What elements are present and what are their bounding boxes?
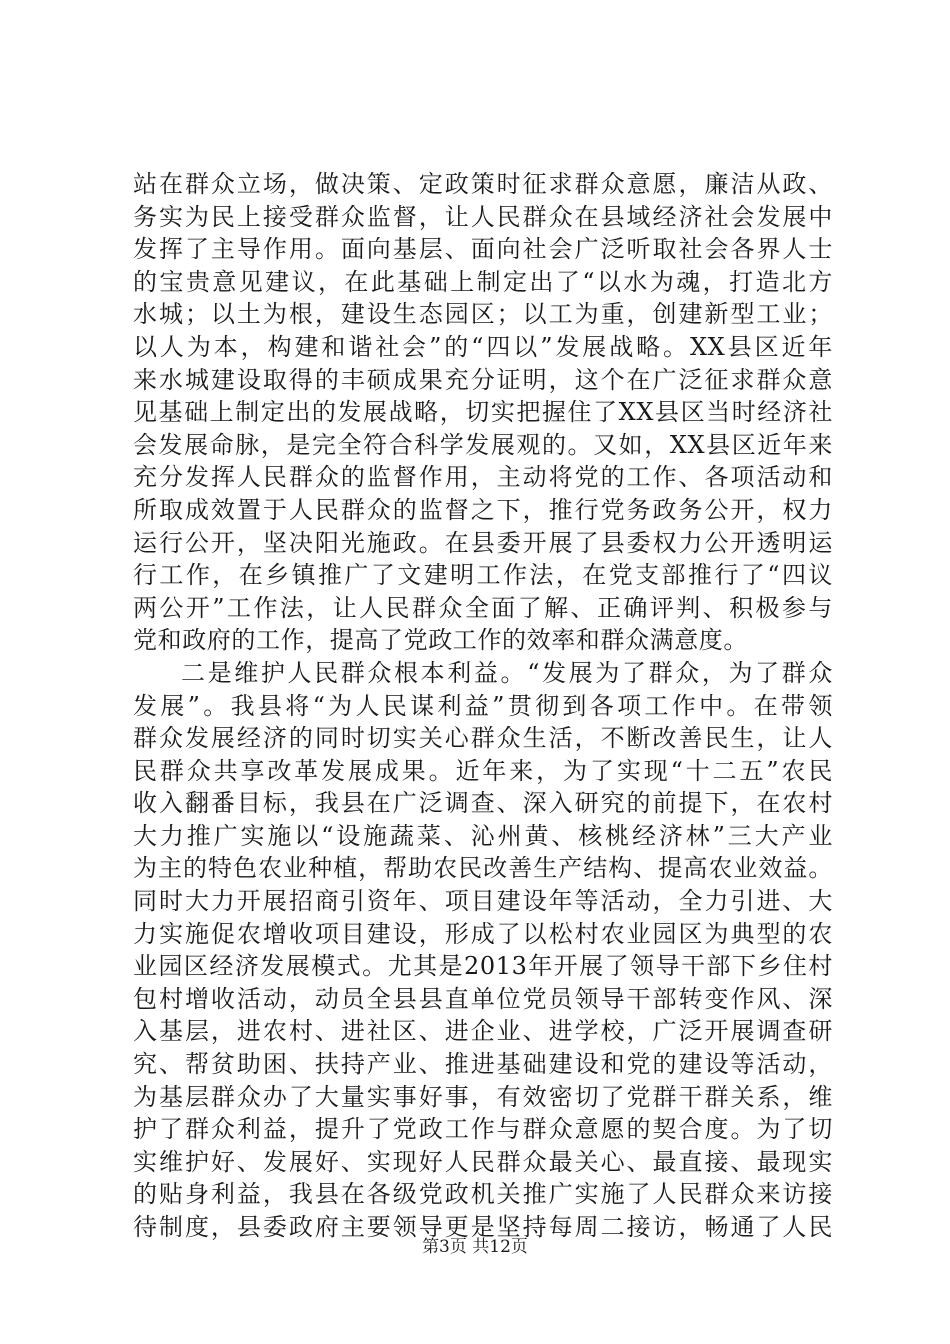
text-line: 的贴身利益，我县在各级党政机关推广实施了人民群众来访接 [133, 1180, 833, 1209]
text-line: 两公开”工作法，让人民群众全面了解、正确评判、积极参与 [133, 593, 833, 622]
text-line: 见基础上制定出的发展战略，切实把握住了XX县区当时经济社 [133, 398, 833, 427]
text-line: 会发展命脉，是完全符合科学发展观的。又如，XX县区近年来 [133, 430, 833, 459]
text-line: 充分发挥人民群众的监督作用，主动将党的工作、各项活动和 [133, 463, 833, 492]
text-line: 水城；以土为根，建设生态园区；以工为重，创建新型工业； [133, 300, 833, 329]
text-line: 发展”。我县将“为人民谋利益”贯彻到各项工作中。在带领 [133, 691, 833, 720]
text-line: 究、帮贫助困、扶持产业、推进基础建设和党的建设等活动， [133, 1050, 833, 1079]
paragraph-start-line: 二是维护人民群众根本利益。“发展为了群众，为了群众 [181, 658, 833, 687]
text-line: 行工作，在乡镇推广了文建明工作法，在党支部推行了“四议 [133, 561, 833, 590]
text-line: 入基层，进农村、进社区、进企业、进学校，广泛开展调查研 [133, 1017, 833, 1046]
text-line: 大力推广实施以“设施蔬菜、沁州黄、核桃经济林”三大产业 [133, 821, 833, 850]
text-line: 为基层群众办了大量实事好事，有效密切了党群干群关系，维 [133, 1082, 833, 1111]
text-line: 同时大力开展招商引资年、项目建设年等活动，全力引进、大 [133, 887, 833, 916]
text-line: 党和政府的工作，提高了党政工作的效率和群众满意度。 [133, 626, 748, 655]
text-line: 收入翻番目标，我县在广泛调查、深入研究的前提下，在农村 [133, 789, 833, 818]
text-line: 运行公开，坚决阳光施政。在县委开展了县委权力公开透明运 [133, 528, 833, 557]
body-text [133, 168, 833, 1244]
text-line: 以人为本，构建和谐社会”的“四以”发展战略。XX县区近年 [133, 332, 833, 361]
text-line: 实维护好、发展好、实现好人民群众最关心、最直接、最现实 [133, 1147, 833, 1176]
text-line: 群众发展经济的同时切实关心群众生活，不断改善民生，让人 [133, 724, 833, 753]
text-line: 的宝贵意见建议，在此基础上制定出了“以水为魂，打造北方 [133, 267, 833, 296]
text-line: 发挥了主导作用。面向基层、面向社会广泛听取社会各界人士 [133, 235, 833, 264]
text-line: 业园区经济发展模式。尤其是2013年开展了领导干部下乡住村 [133, 952, 833, 981]
text-line: 来水城建设取得的丰硕成果充分证明，这个在广泛征求群众意 [133, 365, 833, 394]
text-line: 为主的特色农业种植，帮助农民改善生产结构、提高农业效益。 [133, 854, 833, 883]
text-line: 民群众共享改革发展成果。近年来，为了实现“十二五”农民 [133, 756, 833, 785]
text-line: 包村增收活动，动员全县县直单位党员领导干部转变作风、深 [133, 984, 833, 1013]
text-line: 待制度，县委政府主要领导更是坚持每周二接访，畅通了人民 [133, 1213, 833, 1241]
text-line: 力实施促农增收项目建设，形成了以松村农业园区为典型的农 [133, 919, 833, 948]
text-line: 站在群众立场，做决策、定政策时征求群众意愿，廉洁从政、 [133, 170, 833, 198]
text-line: 所取成效置于人民群众的监督之下，推行党务政务公开，权力 [133, 495, 833, 524]
text-line: 护了群众利益，提升了党政工作与群众意愿的契合度。为了切 [133, 1115, 833, 1144]
page-number-footer: 第3页 共12页 [422, 1237, 528, 1257]
text-line: 务实为民上接受群众监督，让人民群众在县域经济社会发展中 [133, 202, 833, 231]
